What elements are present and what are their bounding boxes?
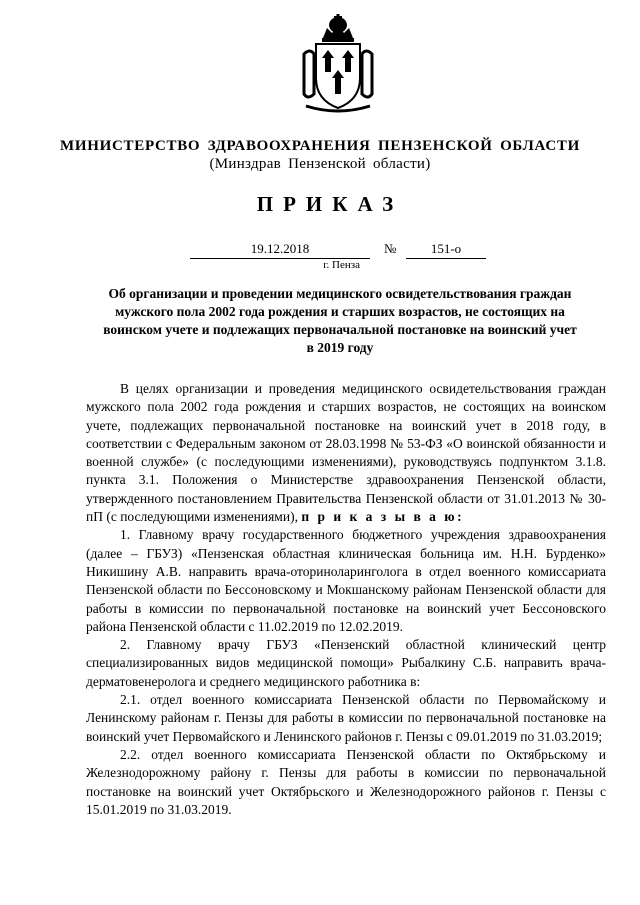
document-type: ПРИКАЗ [256,192,404,216]
order-number-label: № [384,241,397,256]
order-number: 151-о [406,240,486,259]
item-2-2: 2.2. отдел военного комиссариата Пензенской области по Октябрьскому и Железнодорожному району г. Пензы для работы в комиссии по первоначальной постановке на воинский учет Октябрьского и Железнодорожного районов г. Пензы с 15.01.2019 по 31.03.2019. [86,746,606,817]
order-city: г. Пенза [323,259,360,271]
item-2-1: 2.1. отдел военного комиссариата Пензенской области по Первомайскому и Ленинскому районам г. Пензы для работы в комиссии по первоначальной постановке на воинский учет Первомайского и Ленинского районов г. Пензы с 09.01.2019 по 31.03.2019; [86,692,606,744]
order-body [86,380,606,819]
item-1: 1. Главному врачу государственного бюджетного учреждения здравоохранения (далее – ГБУЗ) «Пензенская областная клиническая больница им. Н.Н. Бурденко» Никишину А.В. направить врача-оториноларинголога в отдел военного комиссариата Пензенской области по Бессоновскому и Мокшанскому районам Пензенской области для работы в комиссии по первоначальной постановке на воинский учет Бессоновского района Пензенской области с 11.02.2019 по 12.02.2019. [86,527,606,634]
item-2: 2. Главному врачу ГБУЗ «Пензенский областной клинический центр специализированных видов медицинской помощи» Рыбалкину С.Б. направить врача-дерматовенеролога и среднего медицинского работника в: [86,637,606,689]
penza-region-coat-of-arms-icon [296,14,380,114]
order-date: 19.12.2018 [190,240,370,259]
order-word: п р и к а з ы в а ю: [301,509,465,525]
ministry-short-name: (Минздрав Пензенской области) [209,156,431,172]
order-title: Об организации и проведении медицинского освидетельствования граждан мужского пола 2002 года рождения и старших возрастов, не состоящих на воинском учете и подлежащих первоначальной постановке на воинский учет в 2019 году [103,286,577,355]
ministry-name: МИНИСТЕРСТВО ЗДРАВООХРАНЕНИЯ ПЕНЗЕНСКОЙ ОБЛАСТИ [60,138,580,154]
preamble-paragraph [86,380,606,526]
preamble-text: В целях организации и проведения медицинского освидетельствования граждан мужского пола 2002 года рождения и старших возрастов, не состоящих на воинском учете, подлежащих первоначальной постановке на воинский учет в 2018 году, в соответствии с Федеральным законом от 28.03.1998 № 53-ФЗ «О воинской обязанности и военной службе» (с последующими изменениями), руководствуясь подпунктом 3.1.8. пункта 3.1. Положения о Министерстве здравоохранения Пензенской области, утвержденного постановлением Правительства Пензенской области от 31.01.2013 № 30-пП (с последующими изменениями), [86,381,606,525]
